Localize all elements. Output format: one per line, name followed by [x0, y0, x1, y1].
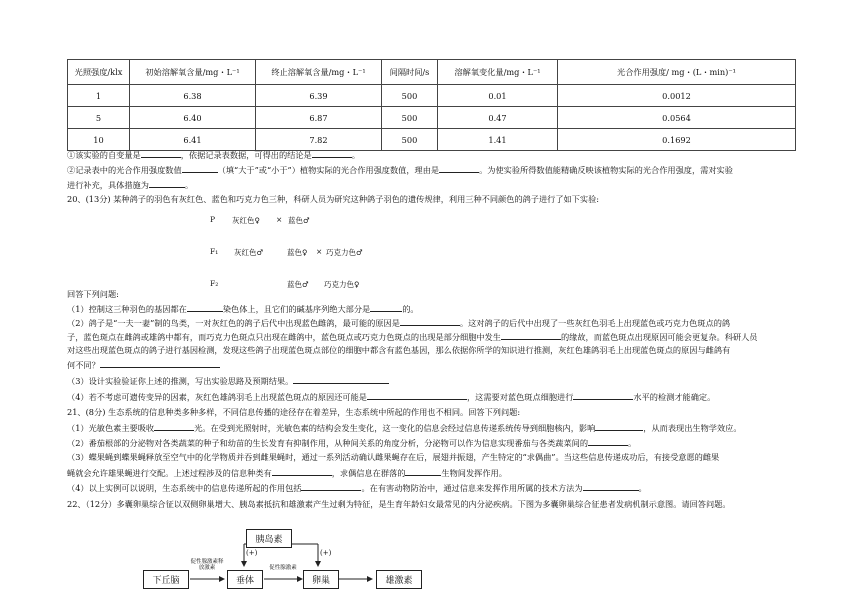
table-cell: 7.82: [256, 129, 382, 151]
answer-blank: [501, 330, 561, 340]
cross-symbol: ×: [276, 215, 283, 224]
table-cell: 6.38: [130, 85, 256, 107]
f1-male-grayred: 灰红色♂: [234, 248, 264, 257]
text: 生物间发挥作用。: [441, 468, 507, 478]
question-21-title: [67, 406, 797, 419]
question-line: [67, 436, 797, 450]
text: （2）鸽子是“一夫一妻”制的鸟类，一对灰红色的鸽子后代中出现蓝色雌鸽，最可能的原因是: [67, 318, 400, 328]
gnrh-label: 促性腺激素释放激素: [190, 559, 224, 571]
table-header: 光照强度/klx: [68, 60, 130, 85]
answer-blank: [367, 390, 467, 400]
text: ②记录表中的光合作用强度数值: [67, 165, 182, 175]
answer-blank: [182, 163, 218, 173]
gonadotropin-label: 促性腺激素: [269, 565, 297, 571]
answer-blank: [312, 148, 352, 158]
answer-blank: [595, 421, 643, 431]
table-header: 初始溶解氧含量/mg・L⁻¹: [130, 60, 256, 85]
answer-intro: [67, 288, 797, 301]
generation-p-label: P: [210, 215, 216, 224]
table-row: [68, 107, 796, 129]
table-row: [68, 85, 796, 107]
positive-effect-mark: (+): [320, 549, 332, 557]
question-line: [67, 163, 797, 177]
table-cell: 0.0012: [558, 85, 796, 107]
text: 蝇就会允许雄果蝇进行交配。上述过程涉及的信息种类有: [67, 468, 272, 478]
generation-f2-label: F₂: [210, 279, 219, 288]
text: 。: [638, 483, 647, 493]
cross-symbol: ×: [316, 247, 323, 256]
text: 子，蓝色斑点在雌鸽或雄鸽中都有，而巧克力色斑点只出现在雌鸽中，蓝色斑点或巧克力色斑点的出现是部分细胞中发生: [67, 332, 501, 342]
question-line: [67, 330, 797, 344]
text: （填“大于”或“小于”）植物实际的光合作用强度数值，理由是: [217, 165, 440, 175]
text: 进行补充，具体措施为: [67, 180, 149, 190]
text: （4）以上实例可以说明，生态系统中的信息传递所起的作用包括: [67, 483, 302, 493]
hypothalamus-box: 下丘脑: [143, 570, 189, 589]
insulin-box: 胰岛素: [246, 529, 292, 548]
text: （2）番茄根部的分泌物对各类蔬菜的种子和幼苗的生长发育有抑制作用，从种间关系的角度分析，分泌物可以作为信息实现番茄与各类蔬菜间的: [67, 438, 589, 448]
table-header-row: [68, 60, 796, 85]
question-20-title: [67, 193, 797, 206]
f2-female-chocolate: 巧克力色♀: [324, 280, 360, 289]
text: （1）光敏色素主要吸收: [67, 423, 155, 433]
text: 的。: [402, 304, 419, 314]
question-line: [67, 451, 797, 464]
ovary-box: 卵巢: [303, 570, 339, 589]
answer-blank: [370, 302, 402, 312]
generation-f1-label: F₁: [210, 247, 219, 256]
androgen-box: 雄激素: [376, 570, 422, 589]
question-line: [67, 178, 797, 192]
table-cell: 6.87: [256, 107, 382, 129]
answer-blank: [400, 316, 460, 326]
experiment-table: [67, 59, 796, 151]
table-cell: 0.1692: [558, 129, 796, 151]
text: 20、(13分) 某种鸽子的羽色有灰红色、蓝色和巧克力色三种，科研人员为研究这种鸽子羽色的遗传规律，利用三种不同颜色的鸽子进行了如下实验:: [67, 194, 600, 204]
pcos-mechanism-diagram: [140, 527, 500, 605]
table-cell: 6.41: [130, 129, 256, 151]
answer-blank: [439, 163, 479, 173]
table-cell: 0.47: [438, 107, 558, 129]
answer-blank: [149, 178, 185, 188]
question-line: [67, 374, 797, 388]
answer-blank: [301, 481, 361, 491]
text: 染色体上，且它们的碱基序列绝大部分是: [222, 304, 371, 314]
text: ，求偶信息在群落的: [331, 468, 406, 478]
experiment-table-container: [67, 59, 795, 151]
text: 光。在受到光照射时，光敏色素的结构会发生变化，这一变化的信息会经过信息传递系统传导到细胞核内，影响: [194, 423, 596, 433]
question-line: [67, 358, 797, 372]
text: ，依据记录表数据，可得出的结论是: [180, 150, 312, 160]
text: 何不同？: [67, 360, 100, 370]
table-cell: 6.40: [130, 107, 256, 129]
text: （3）设计实验验证你上述的推测，写出实验思路及预期结果。: [67, 376, 294, 386]
text: 。在有害动物防治中，通过信息来发挥作用所属的技术方法为: [361, 483, 583, 493]
p-male-blue: 蓝色♂: [288, 216, 310, 225]
answer-blank: [405, 466, 441, 476]
question-line: [67, 302, 797, 316]
table-header: 溶解氧变化量/mg・L⁻¹: [438, 60, 558, 85]
text: 水平的检测才能确定。: [633, 392, 716, 402]
answer-blank: [154, 421, 194, 431]
question-line: [67, 390, 797, 404]
f1-female-blue: 蓝色♀: [287, 248, 308, 257]
table-header: 间隔时间/s: [382, 60, 438, 85]
text: 。为使实验所得数值能精确反映该植物实际的光合作用强度，需对实验: [479, 165, 733, 175]
text: （3）蝶果蝇到蝶果蝇释放至空气中的化学物质并吞到雌果蝇时，通过一系列活动确认雌果蝇存在后，展翅并振翅，产生特定的“求偶曲”。当这些信息传递成功后，有接受意愿的雌果: [67, 452, 720, 462]
table-cell: 500: [382, 107, 438, 129]
text: 。这对鸽子的后代中出现了一些灰红色羽毛上出现蓝色或巧克力色斑点的鸽: [459, 318, 731, 328]
answer-blank: [187, 302, 223, 312]
text: ①该实验的自变量是: [67, 150, 141, 160]
table-header: 终止溶解氧含量/mg・L⁻¹: [256, 60, 382, 85]
text: 22、（12分）多囊卵巢综合征以双侧卵巢增大、胰岛素抵抗和雄激素产生过剩为特征，是生育年龄妇女最常见的内分泌疾病。下图为多囊卵巢综合征患者发病机制示意图。请回答问题。: [67, 499, 731, 509]
answer-blank: [588, 436, 628, 446]
table-header: 光合作用强度/ mg・(L・min)⁻¹: [558, 60, 796, 85]
f2-male-blue: 蓝色♂: [287, 280, 309, 289]
text: 对这些出现蓝色斑点的鸽子进行基因检测，发现这些鸽子出现蓝色斑点部位的细胞中都含有蓝色基因，那么依据你所学的知识进行推测，灰红色雄鸽羽毛上出现蓝色斑点的原因与雌鸽有: [67, 345, 731, 355]
table-cell: 0.01: [438, 85, 558, 107]
table-cell: 500: [382, 85, 438, 107]
text: 回答下列问题:: [67, 289, 119, 299]
question-22-title: [67, 498, 797, 511]
question-line: [67, 316, 797, 330]
answer-blank: [272, 466, 332, 476]
question-line: [67, 148, 797, 162]
f1-male-chocolate: 巧克力色♂: [326, 248, 363, 257]
table-cell: 5: [68, 107, 130, 129]
answer-blank: [293, 374, 389, 384]
question-line: [67, 344, 797, 357]
table-cell: 500: [382, 129, 438, 151]
text: （4）若不考虑可遗传变异的因素，灰红色雄鸽羽毛上出现蓝色斑点的原因还可能是: [67, 392, 367, 402]
text: 。: [351, 150, 360, 160]
pituitary-box: 垂体: [227, 570, 263, 589]
table-cell: 10: [68, 129, 130, 151]
text: 。: [184, 180, 194, 190]
table-cell: 1: [68, 85, 130, 107]
text: （1）控制这三种羽色的基因都在: [67, 304, 187, 314]
text: 。: [628, 438, 637, 448]
text: ，从而表现出生物学效应。: [643, 423, 742, 433]
table-cell: 6.39: [256, 85, 382, 107]
question-line: [67, 466, 797, 480]
text: 21、(8分) 生态系统的信息种类多种多样，不同信息传播的途径存在着差异，生态系统中所起的作用也不相同。回答下列问题:: [67, 407, 521, 417]
question-line: [67, 481, 797, 495]
answer-blank: [100, 358, 220, 368]
answer-blank: [583, 481, 639, 491]
question-line: [67, 421, 797, 435]
table-cell: 1.41: [438, 129, 558, 151]
table-cell: 0.0564: [558, 107, 796, 129]
answer-blank: [141, 148, 181, 158]
text: 的缘故，而蓝色斑点出现原因可能会更复杂。科研人员: [560, 332, 758, 342]
p-female-grayred: 灰红色♀: [232, 216, 260, 225]
text: ，这需要对蓝色斑点细胞进行: [466, 392, 574, 402]
answer-blank: [573, 390, 633, 400]
positive-effect-mark: (+): [246, 549, 258, 557]
